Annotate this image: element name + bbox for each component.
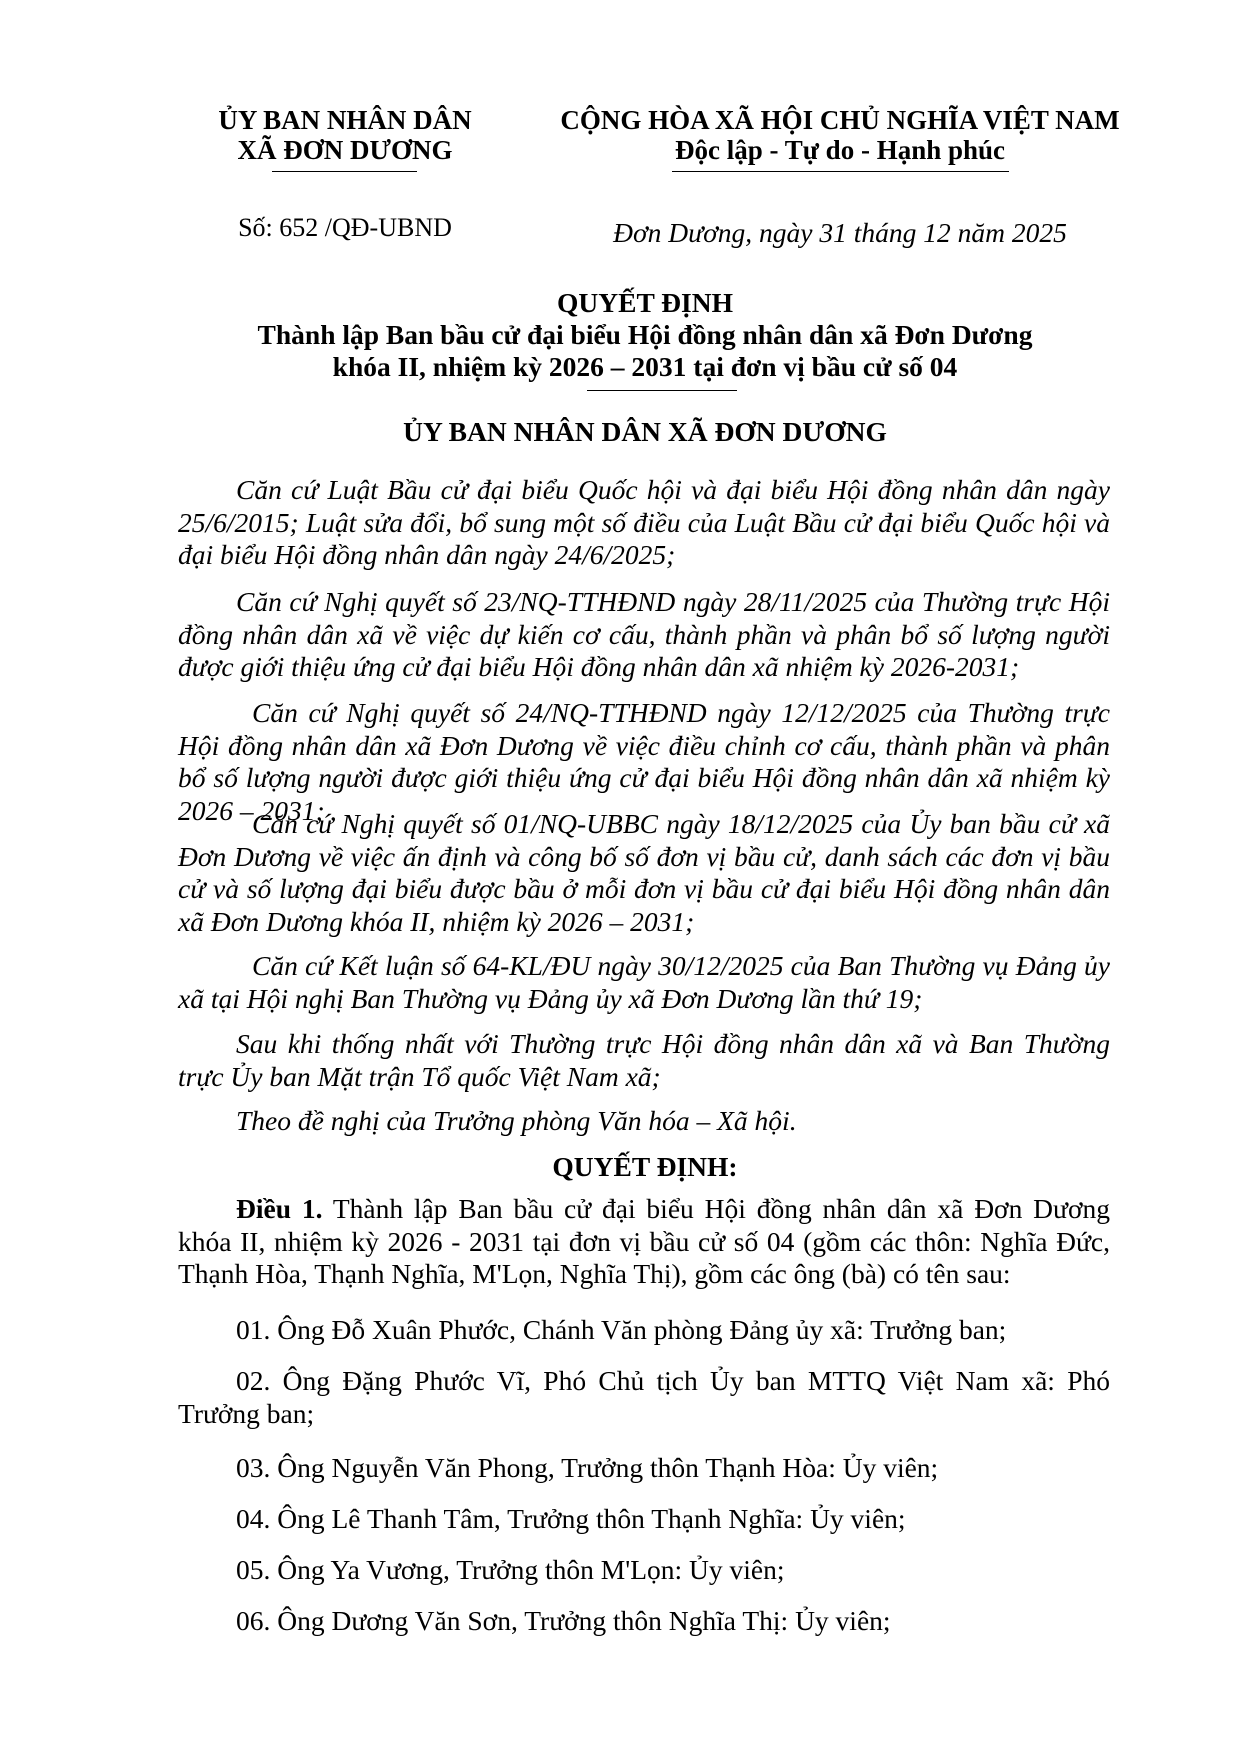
- national-motto: Độc lập - Tự do - Hạnh phúc: [674, 135, 1006, 165]
- country-name: CỘNG HÒA XÃ HỘI CHỦ NGHĨA VIỆT NAM: [560, 105, 1120, 135]
- preamble-paragraph: Căn cứ Nghị quyết số 23/NQ-TTHĐND ngày 28/11/2025 của Thường trực Hội đồng nhân dân xã về việc dự kiến cơ cấu, thành phần và phân bổ số lượng người được giới thiệu ứng cử đại biểu Hội đồng nhân dân xã nhiệm kỳ 2026-2031;: [178, 586, 1110, 682]
- document-number: Số: 652 /QĐ-UBND: [238, 213, 452, 242]
- subject-underline: [587, 390, 737, 391]
- preamble-paragraph: Căn cứ Nghị quyết số 24/NQ-TTHĐND ngày 12/12/2025 của Thường trực Hội đồng nhân dân xã Đơn Dương về việc điều chỉnh cơ cấu, thành phần và phân bổ số lượng người được giới thiệu ứng cử đại biểu Hội đồng nhân dân xã nhiệm kỳ 2026 – 2031;: [178, 697, 1110, 826]
- preamble-paragraph: Sau khi thống nhất với Thường trực Hội đồng nhân dân xã và Ban Thường trực Ủy ban Mặt trận Tổ quốc Việt Nam xã;: [178, 1028, 1110, 1092]
- agency-name-line2: XÃ ĐƠN DƯƠNG: [237, 135, 453, 165]
- place-and-date: Đơn Dương, ngày 31 tháng 12 năm 2025: [613, 217, 1067, 248]
- article-1-text: Thành lập Ban bầu cử đại biểu Hội đồng nhân dân xã Đơn Dương khóa II, nhiệm kỳ 2026 - 2031 tại đơn vị bầu cử số 04 (gồm các thôn: Nghĩa Đức, Thạnh Hòa, Thạnh Nghĩa, M'Lọn, Nghĩa Thị), gồm các ông (bà) có tên sau:: [178, 1193, 1110, 1289]
- member-item: 03. Ông Nguyễn Văn Phong, Trưởng thôn Thạnh Hòa: Ủy viên;: [236, 1452, 939, 1483]
- member-item: 04. Ông Lê Thanh Tâm, Trưởng thôn Thạnh Nghĩa: Ủy viên;: [236, 1503, 906, 1534]
- member-item: 06. Ông Dương Văn Sơn, Trưởng thôn Nghĩa Thị: Ủy viên;: [236, 1605, 891, 1636]
- agency-name-line1: ỦY BAN NHÂN DÂN: [218, 105, 472, 135]
- article-1-label: Điều 1.: [236, 1193, 323, 1224]
- document-subject-line1: Thành lập Ban bầu cử đại biểu Hội đồng nhân dân xã Đơn Dương: [257, 319, 1033, 350]
- article-1: [178, 1193, 1110, 1291]
- agency-underline: [272, 171, 417, 172]
- preamble-paragraph: Căn cứ Nghị quyết số 01/NQ-UBBC ngày 18/12/2025 của Ủy ban bầu cử xã Đơn Dương về việc ấn định và công bố số đơn vị bầu cử, danh sách các đơn vị bầu cử và số lượng đại biểu được bầu ở mỗi đơn vị bầu cử đại biểu Hội đồng nhân dân xã Đơn Dương khóa II, nhiệm kỳ 2026 – 2031;: [178, 808, 1110, 937]
- member-item: 02. Ông Đặng Phước Vĩ, Phó Chủ tịch Ủy ban MTTQ Việt Nam xã: Phó Trưởng ban;: [178, 1365, 1110, 1429]
- decision-heading: QUYẾT ĐỊNH:: [552, 1151, 738, 1182]
- preamble-paragraph: Theo đề nghị của Trưởng phòng Văn hóa – Xã hội.: [236, 1105, 797, 1136]
- motto-underline: [672, 171, 1009, 172]
- member-item: 01. Ông Đỗ Xuân Phước, Chánh Văn phòng Đảng ủy xã: Trưởng ban;: [236, 1314, 1007, 1345]
- document-type: QUYẾT ĐỊNH: [557, 287, 733, 318]
- preamble-paragraph: Căn cứ Kết luận số 64-KL/ĐU ngày 30/12/2025 của Ban Thường vụ Đảng ủy xã tại Hội nghị Ban Thường vụ Đảng ủy xã Đơn Dương lần thứ 19;: [178, 950, 1110, 1014]
- document-subject-line2: khóa II, nhiệm kỳ 2026 – 2031 tại đơn vị bầu cử số 04: [332, 351, 958, 382]
- preamble-paragraph: Căn cứ Luật Bầu cử đại biểu Quốc hội và đại biểu Hội đồng nhân dân ngày 25/6/2015; Luật sửa đổi, bổ sung một số điều của Luật Bầu cử đại biểu Quốc hội và đại biểu Hội đồng nhân dân ngày 24/6/2025;: [178, 474, 1110, 570]
- member-item: 05. Ông Ya Vương, Trưởng thôn M'Lọn: Ủy viên;: [236, 1554, 785, 1585]
- issuing-authority: ỦY BAN NHÂN DÂN XÃ ĐƠN DƯƠNG: [403, 416, 887, 447]
